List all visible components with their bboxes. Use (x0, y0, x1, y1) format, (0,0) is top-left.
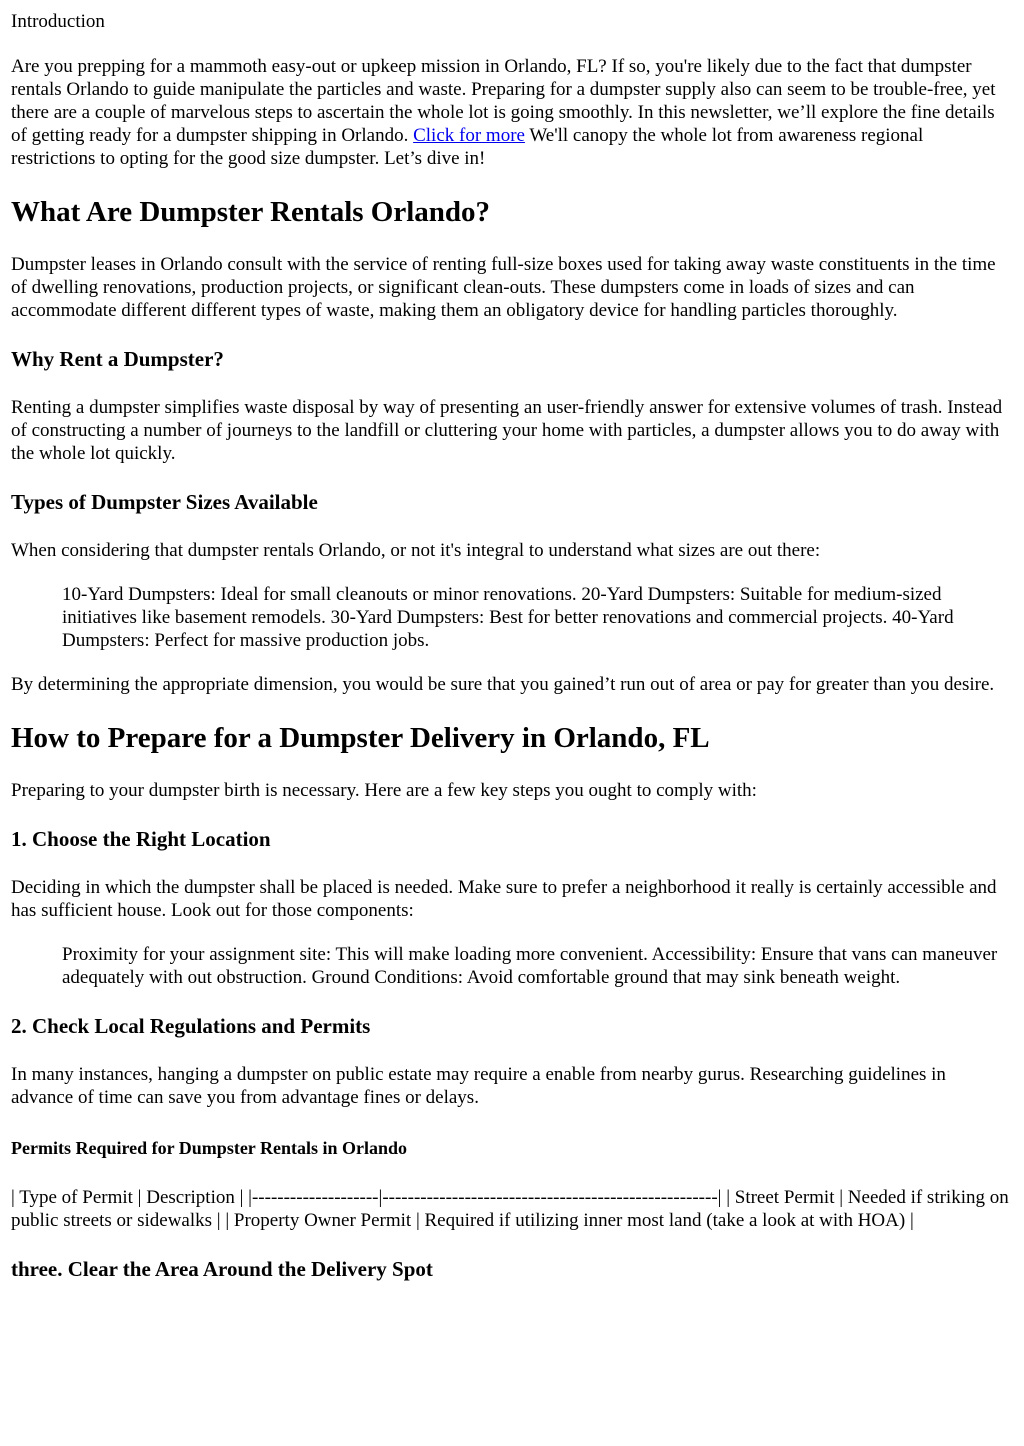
intro-paragraph (11, 55, 1012, 170)
intro-text-after-link: We'll canopy the whole lot from awareness regional restrictions to opting for the good size dumpster. Let’s dive in! (11, 125, 924, 169)
types-paragraph: When considering that dumpster rentals Orlando, or not it's integral to understand what sizes are out there: (11, 540, 821, 561)
click-for-more-link[interactable]: Click for more (413, 125, 525, 146)
why-rent-paragraph: Renting a dumpster simplifies waste disposal by way of presenting an user-friendly answer for extensive volumes of trash. Instead of constructing a number of journeys to the landfill or cluttering your home with particles, a dumpster allows you to do away with the whole lot quickly. (11, 397, 1003, 464)
heading-permits-required: Permits Required for Dumpster Rentals in Orlando (11, 1138, 407, 1158)
types-after-paragraph: By determining the appropriate dimension, you would be sure that you gained’t run out of area or pay for greater than you desire. (11, 674, 995, 695)
heading-step2-regulations: 2. Check Local Regulations and Permits (11, 1014, 371, 1038)
step1-list: Proximity for your assignment site: This will make loading more convenient. Accessibility: Ensure that vans can maneuver adequately with out obstruction. Ground Conditions: Avoid comfortable ground that may sink beneath weight. (62, 944, 998, 988)
step2-paragraph: In many instances, hanging a dumpster on public estate may require a enable from nearby gurus. Researching guidelines in advance of time can save you from advantage fines or delays. (11, 1064, 946, 1108)
what-are-paragraph: Dumpster leases in Orlando consult with the service of renting full-size boxes used for taking away waste constituents in the time of dwelling renovations, production projects, or significant clean-outs. These dumpsters come in loads of sizes and can accommodate different different types of waste, making them an obligatory device for handling particles thoroughly. (11, 254, 996, 321)
prepare-paragraph: Preparing to your dumpster birth is necessary. Here are a few key steps you ought to comply with: (11, 780, 757, 801)
step1-paragraph: Deciding in which the dumpster shall be placed is needed. Make sure to prefer a neighborhood it really is certainly accessible and has sufficient house. Look out for those components: (11, 877, 997, 921)
intro-label: Introduction (11, 11, 105, 32)
heading-step3-clear-area: three. Clear the Area Around the Delivery Spot (11, 1257, 433, 1281)
heading-how-to-prepare: How to Prepare for a Dumpster Delivery in Orlando, FL (11, 722, 710, 754)
heading-types-of-sizes: Types of Dumpster Sizes Available (11, 490, 318, 514)
heading-step1-location: 1. Choose the Right Location (11, 827, 271, 851)
heading-what-are-dumpster-rentals: What Are Dumpster Rentals Orlando? (11, 196, 491, 228)
heading-why-rent: Why Rent a Dumpster? (11, 347, 224, 371)
permits-table-text: | Type of Permit | Description | |--------------------|-----------------------------------------------------| | Street Permit | Needed if striking on public streets or sidewalks | | Property Owner Permit | Required if utilizing inner most land (take a look at with HOA) | (11, 1187, 1009, 1231)
intro-text-before-link: Are you prepping for a mammoth easy-out or upkeep mission in Orlando, FL? If so, you're likely due to the fact that dumpster rentals Orlando to guide manipulate the particles and waste. Preparing for a dumpster supply also can seem to be trouble-free, yet there are a couple of marvelous steps to ascertain the whole lot is going smoothly. In this newsletter, we’ll explore the fine details of getting ready for a dumpster shipping in Orlando. (11, 56, 996, 146)
types-list: 10-Yard Dumpsters: Ideal for small cleanouts or minor renovations. 20-Yard Dumpsters: Suitable for medium-sized initiatives like basement remodels. 30-Yard Dumpsters: Best for better renovations and commercial projects. 40-Yard Dumpsters: Perfect for massive production jobs. (62, 584, 954, 651)
